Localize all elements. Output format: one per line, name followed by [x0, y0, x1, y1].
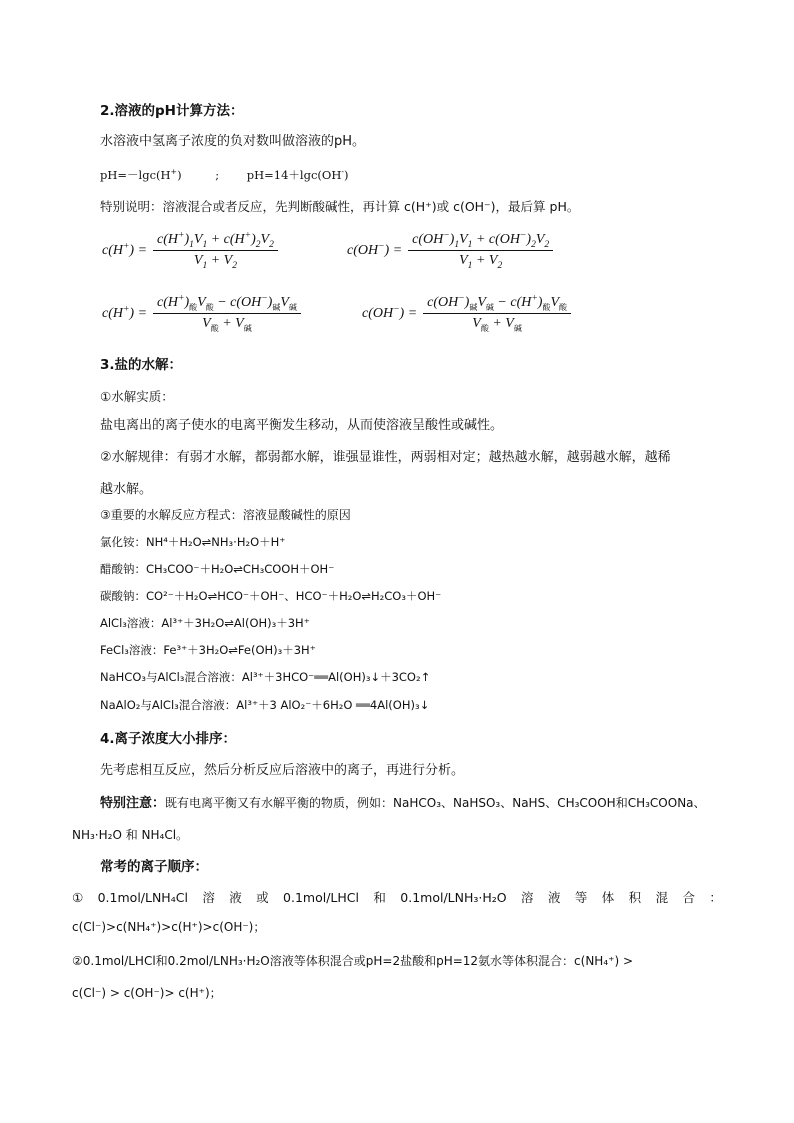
hydrolysis-equations-title: ③重要的水解反应方程式：溶液显酸碱性的原因: [100, 508, 351, 522]
section-3-title: 3.盐的水解：: [100, 357, 183, 373]
ph-formula-acid-sup: +: [170, 167, 178, 177]
case-1-word: 0.1mol/LNH₄Cl: [97, 890, 188, 905]
equation-ferric-chloride: FeCl₃溶液：Fe³⁺＋3H₂O⇌Fe(OH)₃＋3H⁺: [100, 643, 316, 657]
case-1-word: 溶: [521, 890, 534, 905]
common-order-title: 常考的离子顺序：: [100, 859, 208, 875]
case-1-word: 0.1mol/LNH₃·H₂O: [400, 890, 507, 905]
formula-lhs: c(OH: [347, 242, 379, 258]
equation-aluminate-aluminum: NaAlO₂与AlCl₃混合溶液：Al³⁺＋3 AlO₂⁻＋6H₂O ══4Al(OH)₃↓: [100, 698, 430, 712]
subscript-acid: 酸: [189, 302, 198, 312]
special-note-label: 特别注意：: [100, 796, 166, 811]
subscript-acid: 酸: [210, 323, 219, 333]
subscript-base: 碱: [272, 302, 281, 312]
equation-bicarbonate-aluminum: NaHCO₃与AlCl₃混合溶液：Al³⁺＋3HCO⁻══Al(OH)₃↓＋3CO₂↑: [100, 670, 431, 684]
subscript-acid: 酸: [205, 302, 214, 312]
ph-formula-line: [100, 166, 349, 184]
section-2-title: 2.溶液的pH计算方法：: [100, 103, 244, 119]
subscript-base: 碱: [243, 323, 252, 333]
equation-sodium-acetate: 醋酸钠：CH₃COO⁻＋H₂O⇌CH₃COOH＋OH⁻: [100, 562, 335, 576]
case-1-word: 等: [574, 890, 588, 905]
subscript-acid: 酸: [542, 302, 551, 312]
subscript-acid: 酸: [480, 323, 489, 333]
case-1-word: ①: [72, 890, 84, 905]
formula-fraction: $\frac{c(OH^-)_碱V_碱 - c(H^+)_酸V_酸}{V_酸 + V_碱}$: [423, 295, 571, 332]
ph-formula-base: pH=14＋lgc(OH: [246, 168, 342, 182]
section-2-note: 特别说明：溶液混合或者反应，先判断酸碱性，再计算 c(H⁺)或 c(OH⁻)，最后算 pH。: [100, 199, 580, 214]
equation-ammonium-chloride: 氯化铵：NH⁴＋H₂O⇌NH₃·H₂O＋H⁺: [100, 535, 286, 549]
formula-h-reaction: c(H+) = $\frac{c(H^+)_酸V_酸 - c(OH^-)_碱V_碱}{V_酸 + V_碱}$: [102, 295, 301, 332]
case-1-word: 积: [628, 890, 642, 905]
subscript-base: 碱: [485, 302, 494, 312]
formula-fraction: $\frac{c(H^+)_酸V_酸 - c(OH^-)_碱V_碱}{V_酸 + V_碱}$: [153, 295, 301, 332]
case-1-word: 液: [229, 890, 242, 905]
formula-h-mixing: c(H+) = $\frac{c(H^+)_1V_1 + c(H^+)_2V_2}{V_1 + V_2}$: [102, 232, 278, 269]
subscript-base: 碱: [513, 323, 522, 333]
case-2-text: ②0.1mol/LHCl和0.2mol/LNH₃·H₂O溶液等体积混合或pH=2盐酸和pH=12氨水等体积混合：c(NH₄⁺) >: [72, 954, 634, 968]
ph-formula-base-end: ): [344, 168, 349, 182]
formula-fraction: $\frac{c(H^+)_1V_1 + c(H^+)_2V_2}{V_1 + V_2}$: [153, 232, 278, 269]
section-2-intro: 水溶液中氢离子浓度的负对数叫做溶液的pH。: [100, 134, 366, 149]
case-2-order: c(Cl⁻) > c(OH⁻)> c(H⁺)；: [72, 986, 222, 1000]
ph-formula-separator: ;: [215, 168, 220, 182]
equation-sodium-carbonate: 碳酸钠：CO²⁻＋H₂O⇌HCO⁻＋OH⁻、HCO⁻＋H₂O⇌H₂CO₃＋OH⁻: [100, 589, 442, 603]
equation-aluminum-chloride: AlCl₃溶液：Al³⁺＋3H₂O⇌Al(OH)₃＋3H⁺: [100, 616, 310, 630]
hydrolysis-essence-text: 盐电离出的离子使水的电离平衡发生移动，从而使溶液呈酸性或碱性。: [100, 418, 504, 433]
formula-fraction: $\frac{c(OH^-)_1V_1 + c(OH^-)_2V_2}{V_1 + V_2}$: [408, 232, 553, 269]
case-1-word: 或: [256, 890, 269, 905]
ph-formula-acid-end: ): [177, 168, 182, 182]
special-note-text: 既有电离平衡又有水解平衡的物质，例如：NaHCO₃、NaHSO₃、NaHS、CH₃COOH和CH₃COONa、: [165, 796, 706, 810]
subscript-base: 碱: [288, 302, 297, 312]
formula-lhs: c(H: [102, 242, 123, 258]
case-1-word: 体: [601, 890, 615, 905]
case-1-word: ：: [709, 890, 722, 905]
case-1-word: 混: [655, 890, 669, 905]
case-1-line: [72, 889, 722, 907]
subscript-base: 碱: [469, 302, 478, 312]
hydrolysis-rules-text-cont: 越水解。: [100, 482, 153, 497]
section-4-intro: 先考虑相互反应，然后分析反应后溶液中的离子，再进行分析。: [100, 763, 465, 778]
formula-oh-reaction: c(OH−) = $\frac{c(OH^-)_碱V_碱 - c(H^+)_酸V_酸}{V_酸 + V_碱}$: [362, 295, 571, 332]
special-note: [100, 794, 706, 813]
special-note-text-cont: NH₃·H₂O 和 NH₄Cl。: [72, 828, 189, 842]
ph-formula-acid: pH=－lgc(H: [100, 168, 171, 182]
case-1-order: c(Cl⁻)>c(NH₄⁺)>c(H⁺)>c(OH⁻)；: [72, 920, 266, 934]
case-1-word: 合: [682, 890, 695, 905]
case-1-word: 液: [547, 890, 561, 905]
formula-lhs: c(H: [102, 305, 123, 321]
hydrolysis-essence-title: ①水解实质：: [100, 389, 174, 404]
formula-oh-mixing: c(OH−) = $\frac{c(OH^-)_1V_1 + c(OH^-)_2V_2}{V_1 + V_2}$: [347, 232, 553, 269]
case-1-word: 溶: [202, 890, 215, 905]
hydrolysis-rules-text: ②水解规律：有弱才水解，都弱都水解，谁强显谁性，两弱相对定；越热越水解，越弱越水解，越稀: [100, 450, 671, 465]
section-4-title: 4.离子浓度大小排序：: [100, 731, 237, 747]
case-1-word: 和: [373, 890, 386, 905]
subscript-acid: 酸: [559, 302, 567, 312]
ph-formula-base-sup: -: [341, 167, 344, 177]
formula-lhs: c(OH: [362, 305, 394, 321]
case-1-word: 0.1mol/LHCl: [283, 890, 359, 905]
